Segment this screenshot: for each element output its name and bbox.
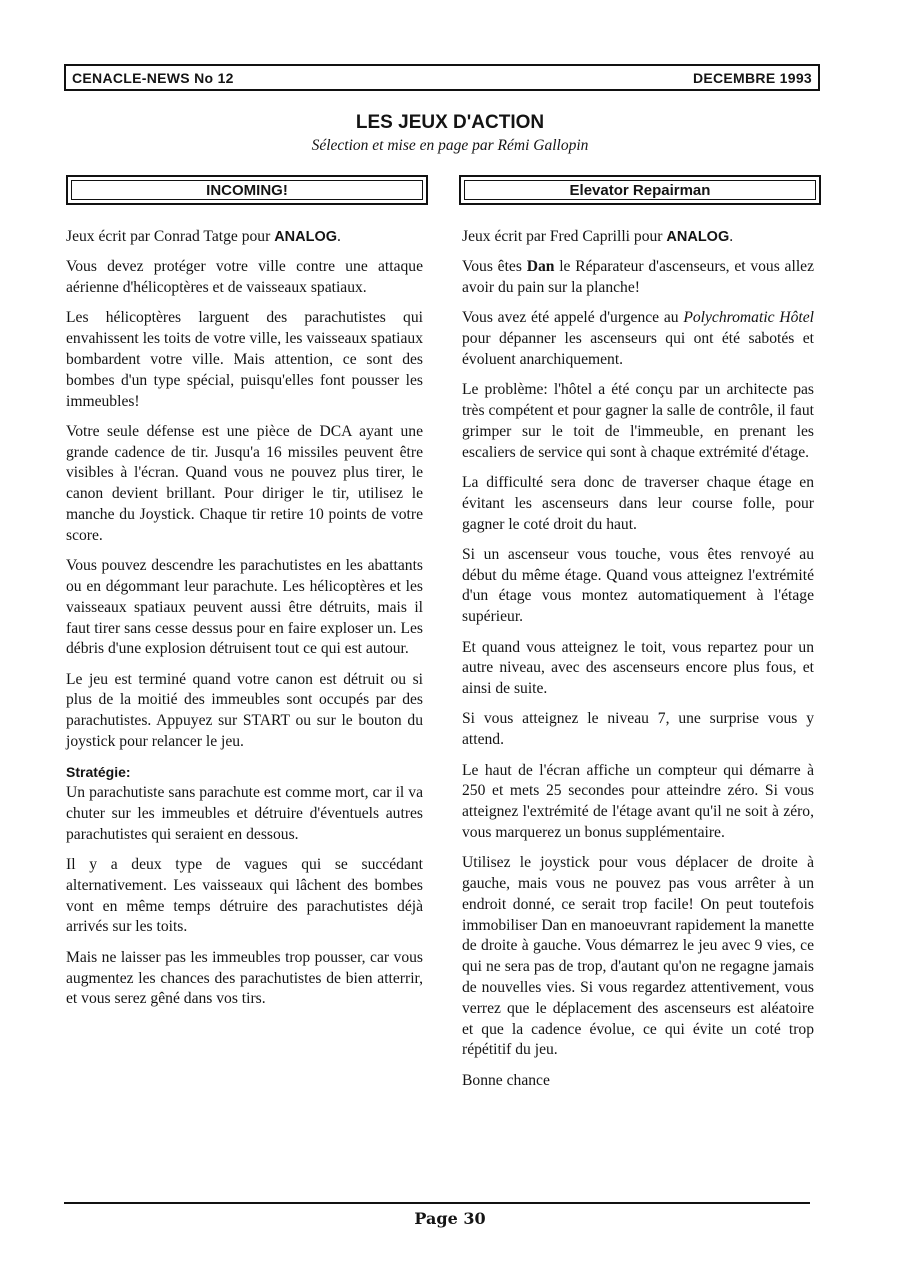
- paragraph: Vous devez protéger votre ville contre une attaque aérienne d'hélicoptères et de vaisseaux spatiaux.: [66, 258, 423, 297]
- character-name: Dan: [526, 258, 555, 276]
- article-title-incoming: INCOMING!: [206, 181, 288, 199]
- paragraph: Les hélicoptères larguent des parachutistes qui envahissent les toits de votre ville, les vaisseaux spatiaux bombardent votre ville. Mais attention, ce sont des bombes d'un type spécial, puisqu'elles font pousser les immeubles!: [66, 309, 423, 410]
- strategy-heading: Stratégie:: [66, 764, 131, 781]
- article-title-box-incoming: [66, 175, 428, 205]
- page-number: Page 30: [414, 1209, 486, 1228]
- newsletter-date: DECEMBRE 1993: [692, 69, 812, 86]
- page-subtitle: Sélection et mise en page par Rémi Gallopin: [311, 137, 589, 154]
- paragraph: Il y a deux type de vagues qui se succédant alternativement. Les vaisseaux qui lâchent des bombes vont en même temps détruire des parachutistes déjà arrivés sur les toits.: [66, 856, 423, 936]
- paragraph: Jeux écrit par Conrad Tatge pour ANALOG.: [66, 228, 341, 245]
- paragraph: Bonne chance: [462, 1071, 550, 1089]
- paragraph: Le jeu est terminé quand votre canon est détruit ou si plus de la moitié des immeubles sont occupés par des parachutistes. Appuyez sur START ou sur le bouton du joystick pour relancer le jeu.: [66, 670, 423, 751]
- paragraph: Si un ascenseur vous touche, vous êtes renvoyé au début du même étage. Quand vous atteignez l'extrémité d'un étage vous montez automatiquement à l'étage supérieur.: [462, 545, 814, 626]
- paragraph: Et quand vous atteignez le toit, vous repartez pour un autre niveau, avec des ascenseurs encore plus fous, et ainsi de suite.: [462, 638, 814, 698]
- paragraph: Mais ne laisser pas les immeubles trop pousser, car vous augmentez les chances des parachutistes de bien atterrir, et vous serez gêné dans vos tirs.: [66, 948, 423, 1008]
- hotel-name: Polychromatic Hôtel: [683, 309, 814, 327]
- paragraph: La difficulté sera donc de traverser chaque étage en évitant les ascenseurs dans leur course folle, pour gagner le coté droit du haut.: [462, 473, 814, 533]
- paragraph: Le problème: l'hôtel a été conçu par un architecte pas très compétent et pour gagner la salle de contrôle, il faut grimper sur le toit de l'immeuble, en prenant les escaliers de service qui sont à chaque extrémité d'étage.: [462, 381, 814, 461]
- publisher-name: ANALOG: [666, 229, 730, 245]
- paragraph: Vous pouvez descendre les parachutistes en les abattants ou en dégommant leur parachute. Les hélicoptères et les vaisseaux spatiaux peuvent aussi être détruits, mais il faut tirer sans cesse dessus pour en faire exploser un. Les débris d'une explosion détruisent tout ce qui est autour.: [66, 557, 423, 658]
- publisher-name: ANALOG: [274, 229, 338, 245]
- paragraph: Vous avez été appelé d'urgence au Polychromatic Hôtel pour dépanner les ascenseurs qui ont été sabotés et évoluent anarchiquement.: [462, 309, 814, 368]
- paragraph: Utilisez le joystick pour vous déplacer de droite à gauche, mais vous ne pouvez pas vous arrêter à un endroit donné, ce serait trop facile! On peut toutefois immobiliser Dan en manoeuvrant rapidement la manette de droite à gauche. Vous démarrez le jeu avec 9 vies, ce qui ne sera pas de trop, d'autant qu'on ne regagne jamais de nouvelles vies. Si vous regardez attentivement, vous verrez que le déplacement des ascenseurs est aléatoire et que la cadence évolue, ce qui évite un coté trop répétitif du jeu.: [462, 854, 814, 1059]
- paragraph: Un parachutiste sans parachute est comme mort, car il va chuter sur les immeubles et détruire d'éventuels autres parachutistes qui seraient en dessous.: [66, 784, 423, 843]
- article-title-elevator: Elevator Repairman: [569, 181, 711, 199]
- newsletter-header: [64, 64, 820, 91]
- paragraph: Le haut de l'écran affiche un compteur qui démarre à 250 et mets 25 secondes pour atteindre zéro. Si vous atteignez l'extrémité de l'étage avant qu'il ne soit à zéro, vous marquerez un bonus supplémentaire.: [462, 761, 814, 841]
- paragraph: Si vous atteignez le niveau 7, une surprise vous y attend.: [462, 710, 814, 749]
- paragraph: Votre seule défense est une pièce de DCA ayant une grande cadence de tir. Jusqu'a 16 missiles peuvent être visibles à l'écran. Quand vous ne pouvez plus tirer, le canon devient brillant. Pour diriger le tir, utilisez le manche du Joystick. Chaque tir retire 10 points de votre score.: [66, 422, 423, 544]
- newsletter-issue: CENACLE-NEWS No 12: [72, 69, 234, 86]
- paragraph: Vous êtes Dan le Réparateur d'ascenseurs, et vous allez avoir du pain sur la planche!: [462, 258, 814, 297]
- article-elevator-repairman: [462, 227, 814, 1101]
- footer-divider: [64, 1202, 810, 1204]
- article-title-box-elevator: [459, 175, 821, 205]
- paragraph: Jeux écrit par Fred Caprilli pour ANALOG.: [462, 228, 734, 245]
- article-incoming: [66, 227, 423, 1020]
- page-title: LES JEUX D'ACTION: [355, 112, 545, 133]
